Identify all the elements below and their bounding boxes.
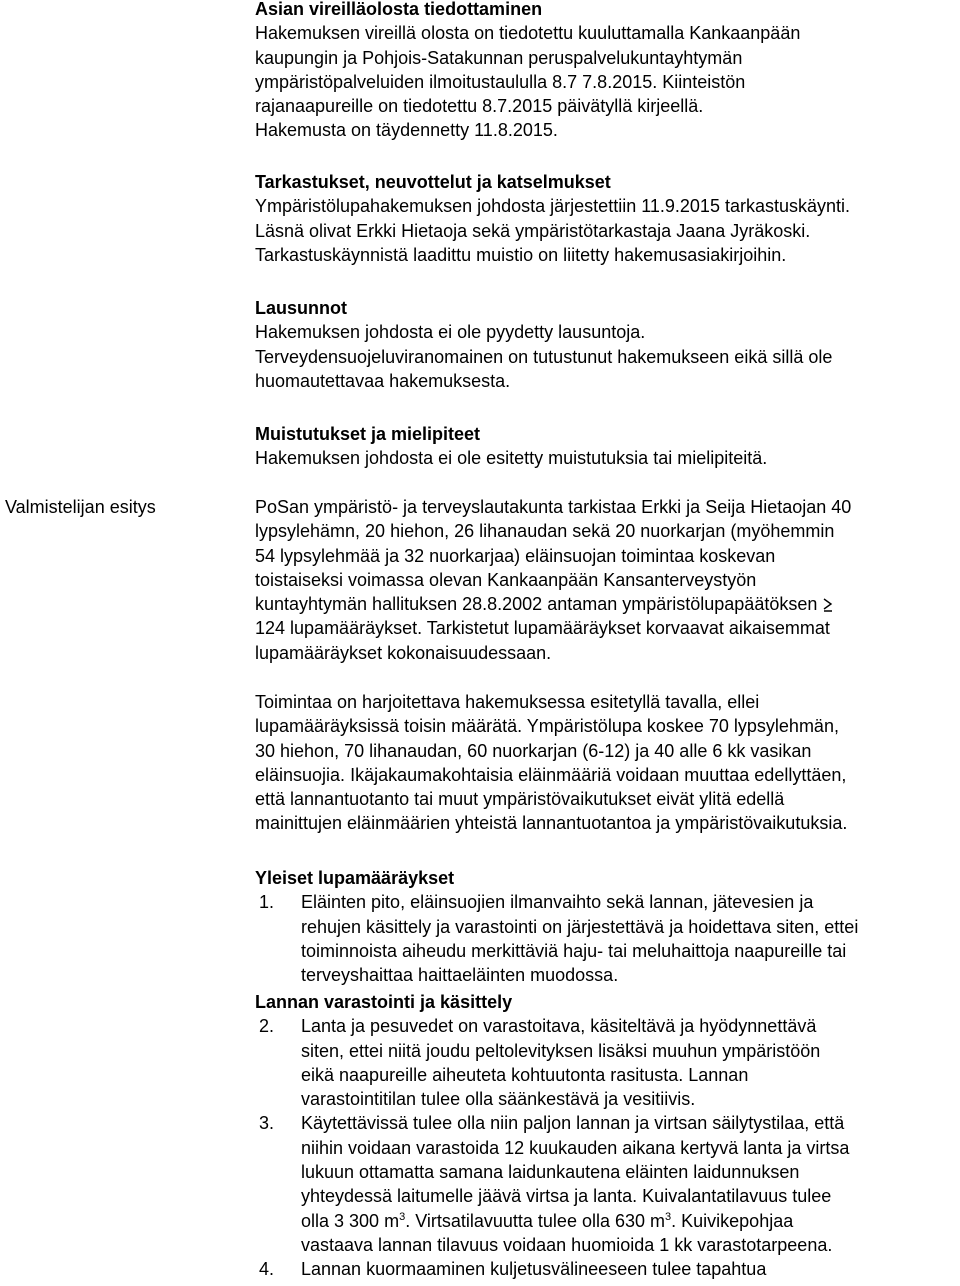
text-fragment: . Kuivikepohjaa [671,1210,794,1231]
text-line: yhteydessä laitumelle jäävä virtsa ja lanta. Kuivalantatilavuus tulee [301,1186,832,1207]
list-item [259,890,955,987]
text-line: Hakemuksen johdosta ei ole pyydetty lausuntoja. [255,322,646,343]
text-line: toistaiseksi voimassa olevan Kankaanpään Kansanterveystyön [255,569,757,590]
text-line: vastaava lannan tilavuus voidaan huomioida 1 kk varastotarpeena. [301,1234,833,1255]
section-vireilla [255,0,800,143]
text-line: että lannantuotanto tai muut ympäristövaikutukset eivät ylitä edellä [255,789,785,810]
text-line: niihin voidaan varastoida 12 kuukauden aikana kertyvä lanta ja virtsa [301,1137,850,1158]
text-line [301,1209,955,1233]
text-line: Eläinten pito, eläinsuojien ilmanvaihto sekä lannan, jätevesien ja [301,892,814,913]
text-line: PoSan ympäristö- ja terveyslautakunta tarkistaa Erkki ja Seija Hietaojan 40 [255,497,852,517]
text-fragment: olla 3 300 m [301,1210,400,1231]
text-line: 30 hiehon, 70 lihanaudan, 60 nuorkarjan (6-12) ja 40 alle 6 kk vasikan [255,740,812,761]
text-line: lupamääräykset kokonaisuudessaan. [255,642,552,663]
text-line: siten, ettei niitä joudu peltolevityksen lisäksi muuhun ympäristöön [301,1040,821,1061]
text-line: Terveydensuojeluviranomainen on tutustunut hakemukseen eikä sillä ole [255,346,833,367]
list-item [259,1014,955,1111]
text-line: 54 lypsylehmää ja 32 nuorkarjaa) eläinsuojan toimintaa koskevan [255,545,776,566]
valmistelija-paragraph-2 [255,690,847,836]
text-line: lukuun ottamatta samana laidunkautena eläinten laidunnuksen [301,1162,800,1183]
text-line: varastointitilan tulee olla säänkestävä ja vesitiivis. [301,1089,696,1110]
text-line: eikä naapureille aiheuteta kohtuutonta rasitusta. Lannan [301,1064,749,1085]
heading-muistutukset: Muistutukset ja mielipiteet [255,424,481,444]
text-line: 124 lupamääräykset. Tarkistetut lupamääräykset korvaavat aikaisemmat [255,618,830,639]
section-lanta [255,990,955,1282]
text-line: Käytettävissä tulee olla niin paljon lannan ja virtsan säilytystilaa, että [301,1113,845,1134]
text-line: Tarkastuskäynnistä laadittu muistio on liitetty hakemusasiakirjoihin. [255,244,787,265]
section-yleiset [255,866,955,987]
text-line: kaupungin ja Pohjois-Satakunnan peruspalvelukuntayhtymän [255,47,743,68]
text-line: mainittujen eläinmäärien yhteistä lannantuotantoa ja ympäristövaikutuksia. [255,813,848,834]
text-line: Toimintaa on harjoitettava hakemuksessa esitetyllä tavalla, ellei [255,692,760,712]
text-line: lupamääräyksissä toisin määrätä. Ympäristölupa koskee 70 lypsylehmän, [255,716,839,737]
margin-mark-icon [823,598,833,612]
heading-lausunnot: Lausunnot [255,298,347,318]
superscript: 3 [399,1210,406,1223]
section-muistutukset [255,422,767,471]
text-line [255,592,851,616]
text-line: rajanaapureille on tiedotettu 8.7.2015 päivätyllä kirjeellä. [255,96,704,117]
text-line: terveyshaittaa haittaeläinten muodossa. [301,965,619,986]
heading-lanta: Lannan varastointi ja käsittely [255,992,513,1012]
text-line: Läsnä olivat Erkki Hietaoja sekä ympäristötarkastaja Jaana Jyräkoski. [255,220,811,241]
list-number: 4. [259,1259,275,1280]
heading-vireilla: Asian vireilläolosta tiedottaminen [255,0,543,19]
list-item [259,1257,955,1281]
section-tarkastukset [255,170,850,267]
text-line: huomautettavaa hakemuksesta. [255,370,511,391]
list-number: 2. [259,1016,275,1037]
valmistelija-paragraph-1 [255,495,851,665]
valmistelija-label: Valmistelijan esitys [5,497,156,517]
superscript: 3 [665,1210,672,1223]
text-line: Lannan kuormaaminen kuljetusvälineeseen tulee tapahtua [301,1259,767,1280]
text-line: ympäristöpalveluiden ilmoitustaululla 8.7 7.8.2015. Kiinteistön [255,71,746,92]
heading-yleiset: Yleiset lupamääräykset [255,868,455,888]
text-line: Hakemuksen vireillä olosta on tiedotettu kuuluttamalla Kankaanpään [255,23,801,44]
list-number: 1. [259,892,275,913]
text-line: toiminnoista aiheudu merkittäviä haju- tai meluhaittoja naapureille tai [301,940,847,961]
text-line: rehujen käsittely ja varastointi on järjestettävä ja hoidettava siten, ettei [301,916,859,937]
text-line: lypsylehämn, 20 hiehon, 26 lihanaudan sekä 20 nuorkarjan (myöhemmin [255,521,835,542]
text-line: eläinsuojia. Ikäjakaumakohtaisia eläinmääriä voidaan muuttaa edellyttäen, [255,764,847,785]
list-number: 3. [259,1113,275,1134]
heading-tarkastukset: Tarkastukset, neuvottelut ja katselmukset [255,172,611,192]
list-item [259,1111,955,1257]
text-fragment: . Virtsatilavuutta tulee olla 630 m [405,1210,666,1231]
text-line-content: kuntayhtymän hallituksen 28.8.2002 antaman ympäristölupapäätöksen [255,594,818,615]
text-line: Hakemusta on täydennetty 11.8.2015. [255,120,558,141]
text-line: Lanta ja pesuvedet on varastoitava, käsiteltävä ja hyödynnettävä [301,1016,817,1037]
text-line: Ympäristölupahakemuksen johdosta järjestettiin 11.9.2015 tarkastuskäynti. [255,196,851,217]
text-line: Hakemuksen johdosta ei ole esitetty muistutuksia tai mielipiteitä. [255,448,768,469]
section-lausunnot [255,296,832,393]
